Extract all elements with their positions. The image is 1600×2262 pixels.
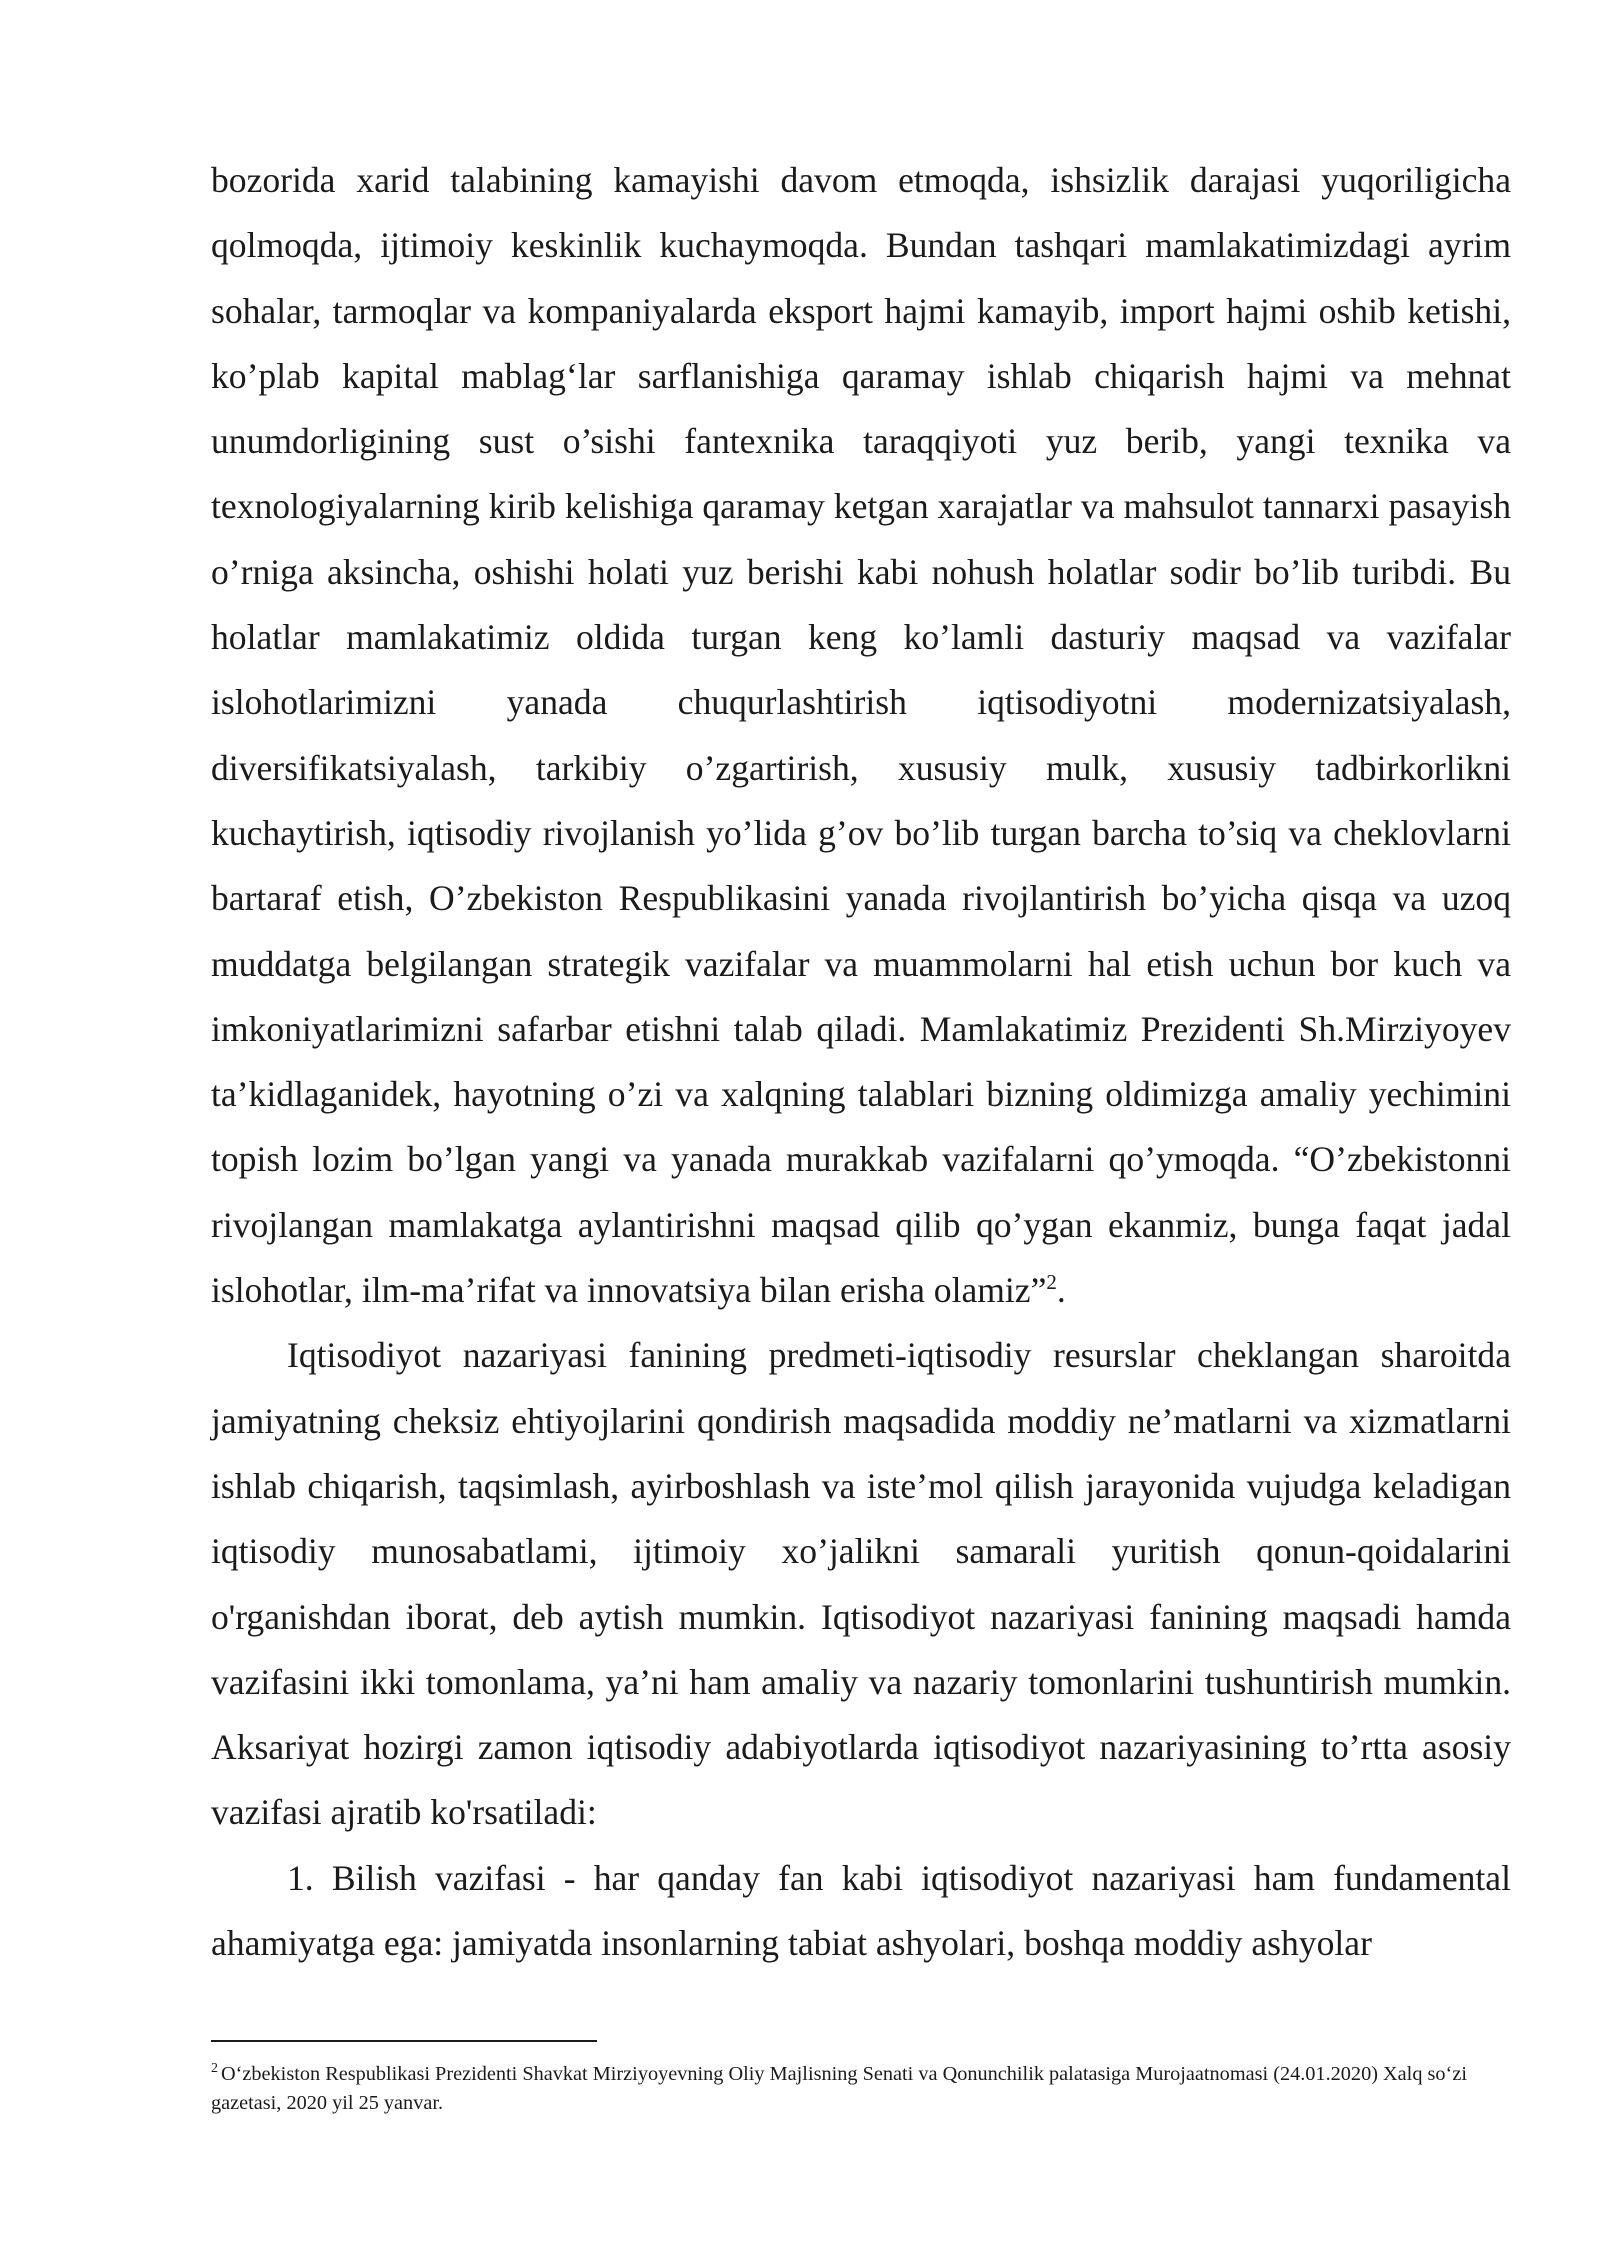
paragraph-1-text: bozorida xarid talabining kamayishi davom etmoqda, ishsizlik darajasi yuqoriligicha qolmoqda, ijtimoiy keskinlik kuchaymoqda. Bundan tashqari mamlakatimizdagi ayrim sohalar, tarmoqlar va kompaniyalarda eksport hajmi kamayib, import hajmi oshib ketishi, ko’plab kapital mablag‘lar sarflanishiga qaramay ishlab chiqarish hajmi va mehnat unumdorligining sust o’sishi fantexnika taraqqiyoti yuz berib, yangi texnika va texnologiyalarning kirib kelishiga qaramay ketgan xarajatlar va mahsulot tannarxi pasayish o’rniga aksincha, oshishi holati yuz berishi kabi nohush holatlar sodir bo’lib turibdi. Bu holatlar mamlakatimiz oldida turgan keng ko’lamli dasturiy maqsad va vazifalar islohotlarimizni yanada chuqurlashtirish iqtisodiyotni modernizatsiyalash, diversifikatsiyalash, tarkibiy o’zgartirish, xususiy mulk, xususiy tadbirkorlikni kuchaytirish, iqtisodiy rivojlanish yo’lida g’ov bo’lib turgan barcha to’siq va cheklovlarni bartaraf etish, O’zbekiston Respublikasini yanada rivojlantirish bo’yicha qisqa va uzoq muddatga belgilangan strategik vazifalar va muammolarni hal etish uchun bor kuch va imkoniyatlarimizni safarbar etishni talab qiladi. Mamlakatimiz Prezidenti Sh.Mirziyoyev ta’kidlaganidek, hayotning o’zi va xalqning talablari bizning oldimizga amaliy yechimini topish lozim bo’lgan yangi va yanada murakkab vazifalarni qo’ymoqda. “O’zbekistonni rivojlangan mamlakatga aylantirishni maqsad qilib qo’ygan ekanmiz, bunga faqat jadal islohotlar, ilm-ma’rifat va innovatsiya bilan erisha olamiz”: [211, 160, 1511, 1311]
footnote-reference: 2: [1046, 1270, 1057, 1295]
footnote-mark: 2: [211, 2061, 218, 2077]
footnote: [211, 2060, 1511, 2118]
paragraph-3: 1. Bilish vazifasi - har qanday fan kabi iqtisodiyot nazariyasi ham fundamental ahamiyatga ega: jamiyatda insonlarning tabiat ashyolari, boshqa moddiy ashyolar: [211, 1857, 1511, 1964]
footnote-divider: [211, 2040, 597, 2042]
paragraph-1-tail: .: [1056, 1270, 1066, 1311]
paragraph-1: [211, 148, 1511, 1323]
paragraph-2: Iqtisodiyot nazariyasi fanining predmeti-iqtisodiy resurslar cheklangan sharoitda jamiyatning cheksiz ehtiyojlarini qondirish maqsadida moddiy ne’matlarni va xizmatlarni ishlab chiqarish, taqsimlash, ayirboshlash va iste’mol qilish jarayonida vujudga keladigan iqtisodiy munosabatlami, ijtimoiy xo’jalikni samarali yuritish qonun-qoidalarini o'rganishdan iborat, deb aytish mumkin. Iqtisodiyot nazariyasi fanining maqsadi hamda vazifasini ikki tomonlama, ya’ni ham amaliy va nazariy tomonlarini tushuntirish mumkin. Aksariyat hozirgi zamon iqtisodiy adabiyotlarda iqtisodiyot nazariyasining to’rtta asosiy vazifasi ajratib ko'rsatiladi:: [211, 1335, 1511, 1833]
footnote-text: O‘zbekiston Respublikasi Prezidenti Shavkat Mirziyoyevning Oliy Majlisning Senati va Qonunchilik palatasiga Murojaatnomasi (24.01.2020) Xalq so‘zi gazetasi, 2020 yil 25 yanvar.: [211, 2063, 1467, 2114]
body-text: [211, 148, 1511, 1976]
